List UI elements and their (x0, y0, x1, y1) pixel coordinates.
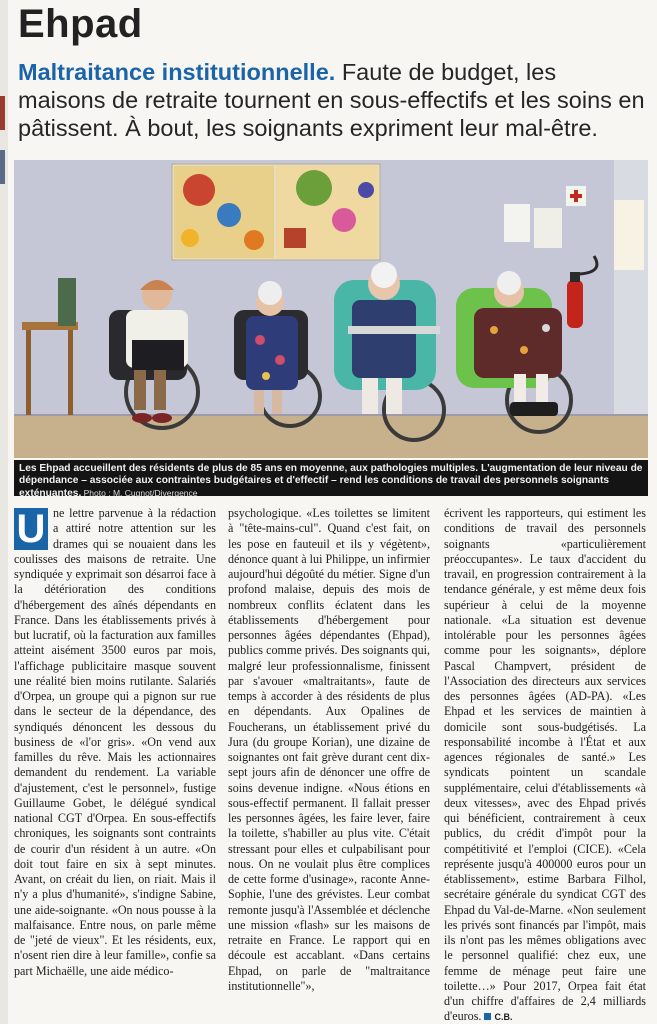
photo-caption (14, 460, 648, 499)
drop-cap: U (14, 508, 48, 550)
column-1-text: ne lettre parvenue à la rédaction a attiré notre attention sur les drames qui se nouaient dans les coulisses des maisons de retraite. Une syndiquée y exprimait son désarroi face à la détérioration des conditions d'hébergement des aînés dépendants en France. Dans les établissements privés à but lucratif, où la facturation aux familles atteint aisément 3500 euros par mois, l'affichage publicitaire masque souvent une réalité bien moins rutilante. Salariés d'Orpea, un groupe qui a pignon sur rue dans le secteur de la dépendance, des syndiqués dénoncent les dessous du business de «l'or gris». «On vend aux familles du rêve. Mais les actionnaires demandent du rendement. La variable d'ajustement, c'est le personnel», fustige Guillaume Gobet, le délégué syndical national CGT d'Orpea. En sous-effectifs chroniques, les soignants sont contraints de courir d'un résident à un autre. «On doit tout faire en six à sept minutes. Avant, on créait du lien, on riait. Mais il n'y a plus d'humanité», s'indigne Sabine, une aide-soignante. «On nous pousse à la malfaisance. Entre nous, on parle même de "jeté de vieux". Et les résidents, eux, n'osent rien dire à leur famille», confie sa part Michaëlle, une aide médico- (14, 506, 216, 978)
end-mark-icon (484, 1013, 491, 1020)
page-gutter (0, 0, 8, 1024)
headline-kicker: Maltraitance institutionnelle. (18, 59, 336, 85)
article-column-2 (228, 506, 430, 994)
article-headline (18, 58, 650, 142)
adjacent-page-strip (0, 150, 5, 184)
column-2-text: psychologique. «Les toilettes se limitent à "tête-mains-cul". Quand c'est fait, on les pose en fauteuil et ils y végètent», dénonce quant à lui Philippe, un infirmier aujourd'hui dégoûté du métier. Signe d'un profond malaise, depuis des mois de nombreux conflits éclatent dans les établissements d'hébergement pour personnes âgées dépendantes (Ehpad), publics comme privés. Des soignants qui, malgré leur professionnalisme, finissent par s'avouer «maltraitants», faute de temps à accorder à des résidents de plus en dépendants. Aux Opalines de Foucherans, un établissement privé du Jura (du groupe Korian), une dizaine de soignantes ont fait grève durant cent dix-sept jours afin de dénoncer une offre de soins devenue indigne. «Nous étions en sous-effectif permanent. Il fallait presser les personnes âgées, les faire lever, faire la toilette, s'habiller au plus vite. C'était stressant pour elles et culpabilisant pour nous. On ne voulait plus être complices de cette forme d'usinage», raconte Anne-Sophie, l'une des grévistes. Leur combat remonte jusqu'à l'Assemblée et déclenche une mission «flash» sur les maisons de retraite en France. Le rapport qui en découle est accablant. «Dans certains Ehpad, on parle de "maltraitance institutionnelle"», (228, 506, 430, 993)
article-column-1 (14, 506, 216, 979)
nursing-home-illustration (14, 160, 648, 458)
adjacent-page-strip (0, 96, 5, 130)
author-signature: C.B. (494, 1012, 513, 1023)
column-3-text (444, 506, 646, 1024)
headline-deck: Faute de budget, les maisons de retraite tournent en sous-effectifs et les soins en pâtissent. À bout, les soignants expriment leur mal-être. (18, 59, 645, 141)
column-3-body: écrivent les rapporteurs, qui estiment les conditions de travail des personnels soignants «particulièrement préoccupantes». Le taux d'accident du travail, en progression contrairement à la tendance générale, y est même deux fois supérieur à celui de la moyenne nationale. «La situation est devenue intolérable pour les personnes âgées comme pour les soignants», déplore Pascal Champvert, président de l'Association des directeurs aux services des personnes âgées (AD-PA). «Les Ehpad et les services de maintien à domicile sont sous-budgétisés. La responsabilité incombe à l'État et aux agences régionales de santé.» Les syndicats pointent un scandale supplémentaire, celui d'établissements «à deux vitesses», avec des Ehpad privés qui bénéficient, contrairement à ceux publics, du crédit d'impôt pour la compétitivité et l'emploi (CICE). «Cela représente jusqu'à 400000 euros pour un établissement», estime Barbara Filhol, secrétaire générale du syndicat CGT des Ehpad du Val-de-Marne. «Non seulement les privés sont financés par l'impôt, mais ils n'ont pas les mêmes obligations avec le personnel qualifié: chez eux, une femme de ménage peut faire une toilette…» Pour 2017, Orpea fait état d'un chiffre d'affaires de 2,4 milliards d'euros. (444, 506, 646, 1024)
section-rubric: Ehpad (18, 2, 143, 46)
caption-text: Les Ehpad accueillent des résidents de plus de 85 ans en moyenne, aux pathologies multiples. L'augmentation de leur niveau de dépendance – associée aux contraintes budgétaires et d'effectif – rend les conditions de travail des personnels soignants exténuantes. (19, 463, 643, 499)
article-photo (14, 160, 648, 458)
photo-credit: Photo : M. Cugnot/Divergence (81, 488, 198, 498)
article-column-3 (444, 506, 646, 1024)
wall-painting (172, 164, 380, 260)
